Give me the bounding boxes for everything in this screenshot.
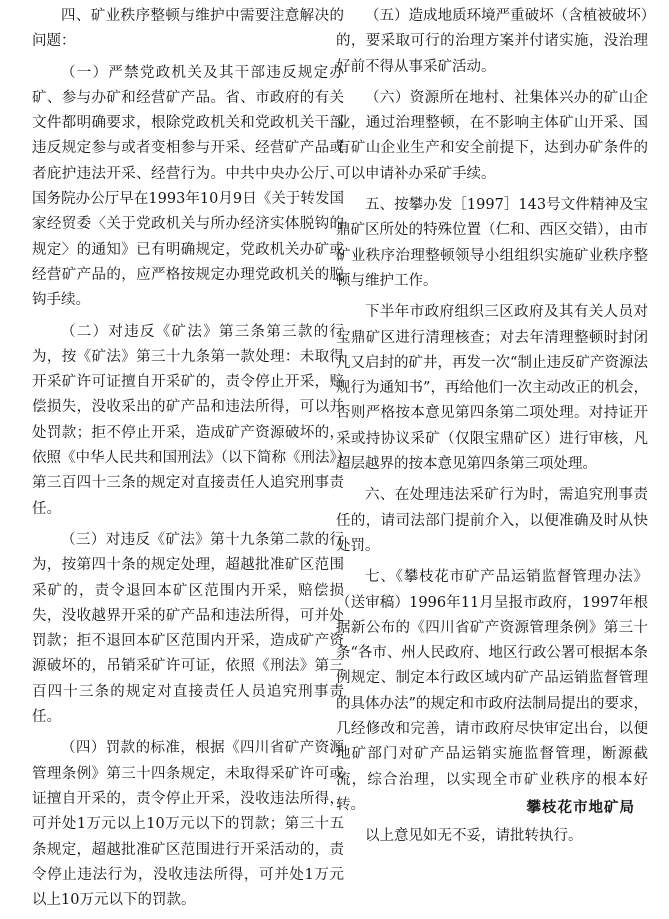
left-column (32, 4, 344, 919)
paragraph-item-4: （四）罚款的标准，根据《四川省矿产资源管理条例》第三十四条规定，未取得采矿许可或证擅自开采的，责令停止开采，没收违法所得，可并处1万元以上10万元以下的罚款；第三十五条规定，超越批准矿区范围进行开采活动的，责令停止违法行为，没收违法所得，可并处1万元以上10万元以下的罚款。 (32, 740, 344, 909)
closing-remark: 以上意见如无不妥，请批转执行。 (365, 828, 583, 845)
right-column (336, 4, 648, 856)
paragraph-item-1: （一）严禁党政机关及其干部违反规定办矿、参与办矿和经营矿产品。省、市政府的有关文件都明确要求，根除党政机关和党政机关干部违反规定参与或者变相参与开采、经营矿产品或者庇护违法开采、经营行为。中共中央办公厅、国务院办公厅早在1993年10月9日《关于转发国家经贸委〈关于党政机关与所办经济实体脱钩的规定〉的通知》已有明确规定，党政机关办矿或经营矿产品的，应严格按规定办理党政机关的脱钩手续。 (32, 64, 344, 309)
paragraph-item-5: （五）造成地质环境严重破坏（含植被破坏）的，要采取可行的治理方案并付诸实施，没治理好前不得从事采矿活动。 (336, 8, 648, 75)
paragraph-section-four-heading: 四、矿业秩序整顿与维护中需要注意解决的问题： (32, 8, 344, 50)
paragraph-item-2: （二）对违反《矿法》第三条第三款的行为，按《矿法》第三十九条第一款处理：未取得开采矿许可证擅自开采矿的，责令停止开采，赔偿损失，没收采出的矿产品和违法所得，可以并处罚款；拒不停止开采，造成矿产资源破坏的，依照《中华人民共和国刑法》（以下简称《刑法》）第三百四十三条的规定对直接责任人追究刑事责任。 (32, 323, 344, 517)
paragraph-section-seven: 七、《攀枝花市矿产品运销监督管理办法》（送审稿）1996年11月呈报市政府，1997年根据新公布的《四川省矿产资源管理条例》第三十条“各市、州人民政府、地区行政公署可根据本条例规定、制定本行政区域内矿产品运销监督管理的具体办法”的规定和市政府法制局提出的要求，几经修改和完善，请市政府尽快审定出台，以便地矿部门对矿产品运销实施监督管理，断源截流，综合治理，以实现全市矿业秩序的根本好转。 (336, 569, 648, 813)
paragraph-section-six: 六、在处理违法采矿行为时，需追究刑事责任的，请司法部门提前介入，以便准确及时从快处罚。 (336, 487, 648, 554)
issuer-signature: 攀枝花市地矿局 (526, 800, 635, 816)
paragraph-item-6: （六）资源所在地村、社集体兴办的矿山企业，通过治理整顿，在不影响主体矿山开采、国有矿山企业生产和安全前提下，达到办矿条件的可以申请补办采矿手续。 (336, 89, 648, 182)
paragraph-section-five-detail: 下半年市政府组织三区政府及其有关人员对宝鼎矿区进行清理核查；对去年清理整顿时封闭凡又启封的矿井，再发一次“制止违反矿产资源法规行为通知书”，再给他们一次主动改正的机会，否则严格按本意见第四条第二项处理。对持证开采或持协议采矿（仅限宝鼎矿区）进行审核，凡超层越界的按本意见第四条第三项处理。 (336, 304, 648, 473)
paragraph-item-3: （三）对违反《矿法》第十九条第二款的行为，按第四十条的规定处理，超越批准矿区范围采矿的，责令退回本矿区范围内开采，赔偿损失，没收越界开采的矿产品和违法所得，可并处罚款；拒不退回本矿区范围内开采，造成矿产资源破坏的，吊销采矿许可证，依照《刑法》第三百四十三条的规定对直接责任人员追究刑事责任。 (32, 531, 344, 726)
paragraph-section-five: 五、按攀办发［1997］143号文件精神及宝鼎矿区所处的特殊位置（仁和、西区交错），由市矿业秩序治理整顿领导小组组织实施矿业秩序整顿与维护工作。 (336, 197, 648, 289)
